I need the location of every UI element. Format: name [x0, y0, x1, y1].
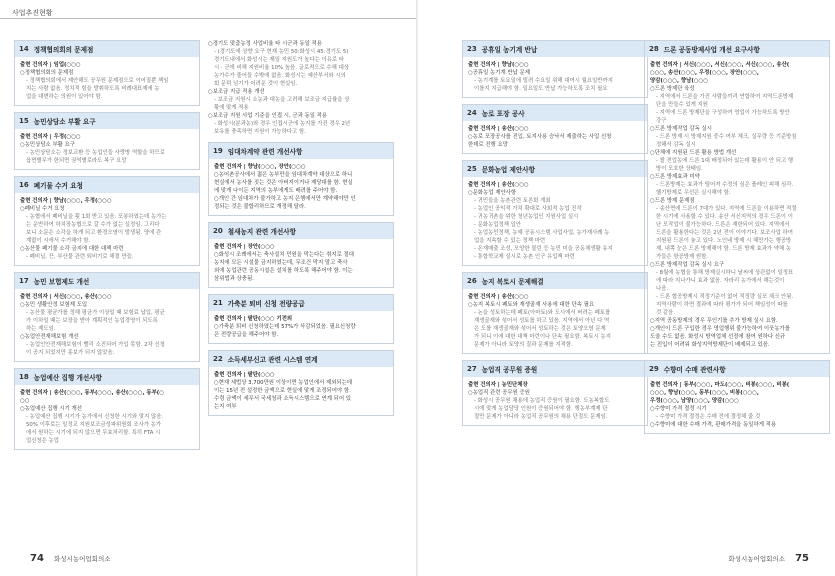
text-line: - 통합학교제 실시로 농촌 인구 유입책 마련	[474, 254, 575, 260]
section-header	[209, 351, 393, 367]
section-header	[209, 143, 393, 159]
section-body	[15, 289, 199, 361]
left-column-2	[208, 40, 394, 422]
text-line: 재생골재와 섞어서 성토를 하고 있음. 지역에서 아닌 다 역	[474, 318, 610, 324]
section-number: 21	[213, 299, 223, 307]
text-line: 은 도를 재생골재와 섞어서 성토하는 것은 토양오염 문제	[474, 326, 606, 332]
section-body	[645, 57, 829, 353]
section-body	[463, 121, 647, 153]
text-line: 제, 내쪽 눈은 드론 방제해야 함. 드론 방제 효과가 약해 농	[656, 246, 792, 252]
left-page	[0, 0, 417, 576]
text-line: 출현 건의자 | 팔탄(○○○	[214, 372, 275, 378]
section-card	[14, 112, 200, 170]
section-header	[463, 273, 647, 289]
text-line: ○농로 포장공사를 진입, 토지사용 승낙서 제출하는 사업 신청	[468, 134, 612, 140]
section-header	[463, 105, 647, 121]
section-header	[15, 369, 199, 385]
text-line: 절만 문제가 아니라 농업직 공무원의 채용 단절도 문제임.	[474, 414, 608, 420]
section-number: 20	[213, 227, 223, 235]
text-line: 은 전량공급을 해주어야 함.	[214, 332, 279, 338]
text-line: 업을 지속할 수 있는 정책 마련	[474, 238, 546, 244]
text-line: - 화성시(분과농)와 경우 인접시군에 농지를 가진 경우 2년	[214, 121, 351, 127]
text-line: ○보조금 지원 사업 기준을 인접 시, 군과 동일 적용	[208, 113, 328, 119]
section-header	[15, 273, 199, 289]
text-line: 이 공지 되었지만 홍보가 되지 않았음.	[26, 350, 115, 356]
section-card	[644, 40, 830, 354]
text-line: 농가수가 줄어들 수밖에 없음. 화성시는 예산부서와 시의	[214, 73, 346, 79]
text-line: ○농산물 폐기물 소각 금지에 대한 대책 마련	[20, 246, 124, 252]
text-line: 출현 건의자 | 송산(○○○	[468, 294, 529, 300]
text-line: 출현 건의자 | 향남(○○○, 장안(○○○	[214, 164, 306, 170]
text-line: 현실에서 농사를 짓는 것은 아버지이거나 제당대를 함. 현실	[214, 180, 353, 186]
text-line: 회 문턱 넘기가 어려운 것이 현실임.	[214, 81, 298, 87]
section-card	[462, 360, 648, 426]
right-page	[418, 0, 835, 576]
text-line: ○수향미 가격 결정 시기	[650, 406, 707, 412]
text-line: ○개인 간 임대차가 불가하고 농지 은행에서만 계약해야만 인	[214, 196, 356, 202]
text-line: ○정책협의회의 문제점	[20, 70, 74, 76]
text-line: ○드론 방제 문제점	[650, 198, 695, 204]
section-card	[208, 222, 394, 288]
section-number: 27	[467, 365, 477, 373]
text-line: 출현 건의자 | 우정(○○○	[20, 134, 81, 140]
text-line: - 논을 성토하는데 폐토(아마토)와 도시에서 버려는 폐토를	[474, 310, 611, 316]
text-line: 는지 여부	[214, 404, 237, 410]
text-line: ○개인이 드론 구입한 경우 영업행위 불가능하여 이웃농가를	[650, 326, 790, 332]
text-line: 도울 수도 없음. 화성시 방역업체 선정에 참여 원하나 신규	[650, 334, 786, 340]
text-line: - 지역에서 드론을 가진 사람들끼리 연합하여 지역드론방제	[656, 94, 794, 100]
text-line: 출현 건의자 | 향남(○○○, 우정(○○○	[20, 198, 112, 204]
section-number: 18	[19, 373, 29, 381]
left-footer	[30, 553, 111, 564]
text-line: 난 모작업이 불가능하다. 드론은 재한되어 있다. 지역에서	[656, 222, 790, 228]
section-header	[645, 41, 829, 57]
text-line: ○농업예산 집행 시기 개선	[20, 406, 82, 412]
section-card	[462, 272, 648, 354]
section-card	[462, 160, 648, 266]
text-line: ○수향미에 대한 수매 가격, 판매가격을 동일하게 적용	[650, 422, 777, 428]
text-line: 출현 건의자 | 서신(○○○, 송산(○○○	[20, 294, 112, 300]
text-line: - 농산물 평균가를 정해 평균가 이상일 때 보험료 납입, 평균	[26, 310, 165, 316]
text-line: 50% 이후로는 일정교 지원보조금성파위원회 조사가 농가	[26, 422, 162, 428]
footer-title-left: 화성시농어업회의소	[54, 555, 111, 563]
text-line: 에 따라 지나가니 효과 없음. 자라리 농가에서 해는것이	[656, 278, 785, 284]
text-line: 출현 건의자 | 팔탄(○○○ 기전외	[214, 316, 293, 322]
section-header	[15, 41, 199, 57]
text-line: - 농기계를 토요일에 빌려 수요일 위해 대여시 월요일반까지	[474, 78, 613, 84]
section-title: 농업예산 집행 개선사항	[33, 374, 103, 382]
section-title: 가축분 퇴비 신청 전량공급	[227, 300, 305, 308]
text-line: 출현 건의자 | 농민단체장	[468, 382, 528, 388]
text-line: ○폐비닐 수거 요청	[20, 206, 65, 212]
section-header	[645, 361, 829, 377]
section-number: 24	[467, 109, 477, 117]
text-line: 삼위법과 상충됨.	[214, 276, 254, 282]
section-body	[209, 367, 393, 415]
text-line: - 드론방제는 효과가 떨어져 수정의 심은 플레인 피해 심각.	[656, 182, 794, 188]
section-card	[644, 360, 830, 434]
text-line: ○농민 생활안정 보험제 도입	[20, 302, 88, 308]
text-line: - (경기도에 상향 요구 현재 농민 50:화성시 45:경기도 5)	[214, 49, 349, 55]
text-line: 지는 사람 없음. 정치적 힘을 발휘하도록 비례대표제에 농	[26, 86, 160, 92]
text-line: 읍면별무가 한되면 권역별로라도 복구 요망	[26, 158, 127, 164]
text-line: 출현 건의자 | 송산(○○○, 동부(○○○, 송산(○○○, 동부(○	[20, 390, 164, 396]
text-line: - 농업농민정책, 농예 공동시스템 사업사업, 농가재사례 농	[474, 230, 610, 236]
text-line: 나음.	[656, 286, 669, 292]
text-line: 한데로 진행 요망	[468, 142, 508, 148]
section-header	[209, 223, 393, 239]
text-line: ○현재 세법상 3,700만원 이상이면 농업인에서 제외되는데	[214, 380, 353, 386]
section-card	[14, 368, 200, 450]
section-body	[209, 239, 393, 287]
right-column-2	[644, 40, 830, 440]
text-line: - 드론 협공방제시 적정기준이 없어 적정량 실포 체크 안됨.	[656, 294, 794, 300]
text-line: 가들은 항공방제 원함.	[656, 254, 709, 260]
text-line: - 귀민들을 농촌관련 토론회 개최	[474, 198, 551, 204]
text-line: 가 되니 이에 대한 대책 마련이나 단속 필요함. 복토시 농지	[474, 334, 611, 340]
text-line: - 농민상담소는 정보교환 등 농업인들 사랑방 역할을 하므로	[26, 150, 165, 156]
text-line: 수령 금액이 세무서 국세청과 소득시스템으로 연계 되어 있	[214, 396, 351, 402]
text-line: ○농지 복토시 폐토와 재생골재 사용에 대한 단속 필요	[468, 302, 595, 308]
section-number: 14	[19, 45, 29, 53]
text-line: 지원된 드론이 놓고 있다. 노인네 방제 시 혜만가는 행공방	[656, 238, 792, 244]
section-body	[463, 57, 647, 97]
text-line: ○드론 방제작업 감독 실시	[650, 126, 712, 132]
text-line: 방이 모호한 상태임.	[656, 166, 703, 172]
text-line: 드론을 활용한다는 것은 2년 전이 이야기다. 보조사업 하여	[656, 230, 793, 236]
section-header	[15, 113, 199, 129]
text-line: 정되는 것은 불합리하므로 개정해 달라.	[214, 204, 306, 210]
page-number-left: 74	[30, 553, 44, 564]
section-card	[208, 142, 394, 216]
text-line: ○드론 방제작업 감독 실시 요구	[650, 262, 725, 268]
text-line: 는 진입이 어려워 화성지역방제단이 배제되고 있음.	[650, 342, 770, 348]
text-line: 출현 건의자 | 동부(○○○, 마도(○○○, 비봉(○○○, 비봉(	[650, 382, 790, 388]
text-line: - 보조금 지원시 소농과 대농을 고려해 보조금 지급률을 상	[214, 97, 350, 103]
text-line: ○농어촌공사에서 젊은 농부만을 임대차계약 대상으로 하니	[214, 172, 353, 178]
section-card	[462, 40, 648, 98]
section-header	[463, 41, 647, 57]
text-line: 업을 대변하는 의원이 있어야 함.	[26, 94, 103, 100]
section-header	[209, 295, 393, 311]
section-card	[208, 294, 394, 344]
section-card	[208, 350, 394, 416]
section-title: 농업직 공무원 증원	[481, 366, 538, 374]
section-title: 철새농지 관련 개선사항	[227, 228, 297, 236]
text-line: 시에 맞게 농업담당 인원이 증원되어야 함. 행농부계제 단	[474, 406, 608, 412]
section-number: 28	[649, 45, 659, 53]
text-line: ○○○, 향남(○○○, 동부(○○○, 비봉(○○○,	[650, 390, 759, 396]
text-line: - 지역에 드론 방제단을 구성하여 영업이 가능하도록 방안	[656, 110, 790, 116]
text-line: 헬기방제로 우선은 실시해야 함.	[656, 190, 731, 196]
text-line: 우정(○○○, 남양(○○○, 양감(○○○	[650, 398, 739, 404]
text-line: ○농민상담소 부활 요구	[20, 142, 75, 148]
section-number: 16	[19, 181, 29, 189]
text-line: 출현 건의자 | 장안(○○○	[214, 244, 275, 250]
section-header	[15, 177, 199, 193]
text-line: - 농업인안전재해보험이 빨리 소진되어 가입 못함. 2차 신청	[26, 342, 165, 348]
text-line: 는 운반하여 하치장농협으로 갈 수가 없는 실정임. 그리다	[26, 222, 160, 228]
section-title: 농지 복토시 문제해결	[481, 278, 544, 286]
section-body	[15, 385, 199, 449]
text-line: 하는 제도임.	[26, 326, 56, 332]
section-title: 공휴일 농기계 반납	[481, 46, 538, 54]
section-card	[14, 272, 200, 362]
continued-section	[208, 40, 394, 136]
text-line: 출현 건의자 | 임업(○○○	[20, 62, 81, 68]
section-number: 15	[19, 117, 29, 125]
text-line: 양감(○○○, 향남(○○○	[650, 78, 708, 84]
running-header: 사업추진현황	[12, 9, 53, 17]
text-line: - 수향미 가격 결정은 수매 전에 결정해 줄 것	[656, 414, 761, 420]
text-line: - 농업예산 집행 시기가 농가에서 신청한 시기와 맞지 않음.	[26, 414, 164, 420]
section-body	[15, 193, 199, 265]
text-line: ○드론 방제단 육성	[650, 86, 695, 92]
section-body	[15, 129, 199, 169]
text-line: ○문화농업 제안사항	[468, 190, 517, 196]
section-body	[463, 289, 647, 353]
text-line: - 화성시 공무원 채용에 농업직 증원이 필요함. 도농복합도	[474, 398, 610, 404]
text-line: 이를지 지급해야 함. 일요일도 반납 가능하도록 조치 필요	[474, 86, 608, 92]
section-card	[14, 176, 200, 266]
text-line: - 8월에 농협을 통해 방제실시하니 날씨에 상관없이 일정표	[656, 270, 794, 276]
section-body	[15, 57, 199, 105]
section-title: 폐기물 수거 요청	[33, 182, 83, 190]
section-title: 농로 포장 공사	[481, 110, 525, 118]
text-line: 출현 건의자 | 서신(○○○, 서신(○○○, 서신(○○○, 송산(	[650, 62, 790, 68]
section-body	[463, 377, 647, 425]
text-line: 경기도내에서 화성시는 제일 지원도가 높다는 이유로 타	[214, 57, 345, 63]
text-line: 한 시기에 사용할 수 있다. 송산 서신지역의 경우 드론이 이	[656, 214, 793, 220]
section-title: 수향미 수매 관련사항	[663, 366, 726, 374]
page-number-right: 75	[795, 553, 809, 564]
section-number: 29	[649, 365, 659, 373]
text-line: - 농협에서 폐비닐을 횟 1회 받고 있음. 포봉하였는데 농가는	[26, 214, 167, 220]
section-header	[463, 361, 647, 377]
text-line: ○경기도 맞춤농정 사업비율 타 시군과 동일 적용	[208, 41, 322, 47]
text-line: ○○	[20, 398, 30, 404]
section-title: 문화농업 제안사항	[481, 166, 536, 174]
text-line: - 귀농귀촌을 위한 청년농업인 지원사업 실시	[474, 214, 579, 220]
text-line: ○농업안전재해보험 개선	[20, 334, 79, 340]
text-line: ○보조금 지급 적용 개선	[208, 89, 265, 95]
section-number: 22	[213, 355, 223, 363]
text-line: ○공휴일 농기계 반납 문제	[468, 70, 530, 76]
text-line: 정해서 감독 실시	[656, 142, 696, 148]
section-body	[645, 377, 829, 433]
section-title: 소득세부신고 관련 시스템 연계	[227, 356, 318, 364]
text-line: ○가축분 퇴비 신청하였는데 57%가 삭감되었음. 필요신청량	[214, 324, 356, 330]
text-line: ○농업직 관련 공무원 증원	[468, 390, 530, 396]
section-number: 25	[467, 165, 477, 173]
text-line: - 송산면에 드론이 7대가 있다. 지역에 드론을 이용하면 적절	[656, 206, 797, 212]
text-line: 문제가 아니라 토양의 질과 문제를 지적함.	[474, 342, 573, 348]
section-card	[462, 104, 648, 154]
text-line: 보니 소문은 소각을 하게 되고 환경오염이 발생됨. 양에 관	[26, 230, 162, 236]
footer-title-right: 화성시농어업회의소	[728, 555, 785, 563]
text-line: 농지에 모든 시설물 금지하였는데, 무조건 막지 말고 축사	[214, 260, 348, 266]
section-card	[14, 40, 200, 106]
section-body	[209, 311, 393, 343]
text-line: ○○○, 송산(○○○, 우정(○○○, 장안(○○○,	[650, 70, 759, 76]
section-number: 23	[467, 45, 477, 53]
section-title: 농민상담소 부활 요구	[33, 118, 96, 126]
section-title: 드론 공동방제사업 개선 요구사항	[663, 46, 760, 54]
text-line: 이는 15년 전 설정한 금액으로 현실에 맞게 조정되어야 함.	[214, 388, 351, 394]
text-line: 출현 건의자 | 송산(○○○	[468, 126, 529, 132]
text-line: 가 이하일 때는 보장을 받아 계획적인 농업경영이 되도록	[26, 318, 158, 324]
section-body	[209, 159, 393, 215]
text-line: 에서 원하는 시기에 되지 않으면 무효처리함. 특히 FTA 시	[26, 430, 161, 436]
section-number: 19	[213, 147, 223, 155]
text-line: - 온재매출 조성, 모양한 물린 등 농민 미을 공동체생활 유지	[474, 246, 613, 252]
right-footer	[728, 553, 809, 564]
text-line: 것 같음.	[656, 310, 676, 316]
text-line: ○드론 방제효과 미약	[650, 174, 700, 180]
text-line: - 농업인 공익적 가치 확대로 사회적 농업 진작	[474, 206, 582, 212]
header-rule	[0, 18, 417, 19]
section-body	[463, 177, 647, 265]
text-line: - 정책협의회에서 제안해도 공무원 문제점으로 이어질뿐 책임	[26, 78, 169, 84]
section-number: 26	[467, 277, 477, 285]
text-line: - 폐비닐, 끈, 부산물 관련 퇴비기로 해결 만들.	[26, 254, 134, 260]
section-title: 정책협의회의 문제점	[33, 46, 94, 54]
text-line: - 쌀 전업농에 드론 1대 배정되어 있는데 활용이 안 되고 행	[656, 158, 794, 164]
text-line: 강구	[656, 118, 667, 124]
section-title: 임대차계약 관련 개선사항	[227, 148, 303, 156]
text-line: 황에 맞게 적용	[214, 105, 249, 111]
text-line: 보유를 충족하면 지원이 가능하다고 함.	[214, 129, 306, 135]
text-line: 시 · 군에 비해 지원비율 10% 높음. 글로적으로 수해 대상	[214, 65, 349, 71]
text-line: - 문화농업정책 입안	[474, 222, 522, 228]
section-header	[463, 161, 647, 177]
text-line: 업신청은 농업	[26, 438, 59, 444]
text-line: 지역사람이 하면 결과에 따라 평가가 되어 책임성이 따를	[656, 302, 788, 308]
left-column-1	[14, 40, 200, 456]
text-line: 출현 건의자 | 송산(○○○	[468, 182, 529, 188]
text-line: 외에 농업관련 공동시설은 설치를 하도록 해주어야 함. 이는	[214, 268, 353, 274]
text-line: - 드론 방제 시 방제지원 중수 여부 체크, 실무량 등 기준방침	[656, 134, 797, 140]
text-line: 에 맞게 나이든 지역의 농부에게도 배려를 주어야 함.	[214, 188, 338, 194]
text-line: ○화성시 조례에서는 축사설치 민원을 막는다는 취지로 절대	[214, 252, 354, 258]
text-line: 계없이 시에서 수거해야 함.	[26, 238, 91, 244]
text-line: 단을 만들수 있게 지원	[656, 102, 709, 108]
section-title: 농민 보험제도 개선	[33, 278, 90, 286]
text-line: ○지역 공동방제의 경우 무인기를 추가 방제 실시 요함.	[650, 318, 778, 324]
text-line: 출현 건의자 | 향남(○○○	[468, 62, 529, 68]
text-line: ○단체에 지원된 드론 활용 방법 개선	[650, 150, 737, 156]
right-column-1	[462, 40, 648, 432]
section-number: 17	[19, 277, 29, 285]
